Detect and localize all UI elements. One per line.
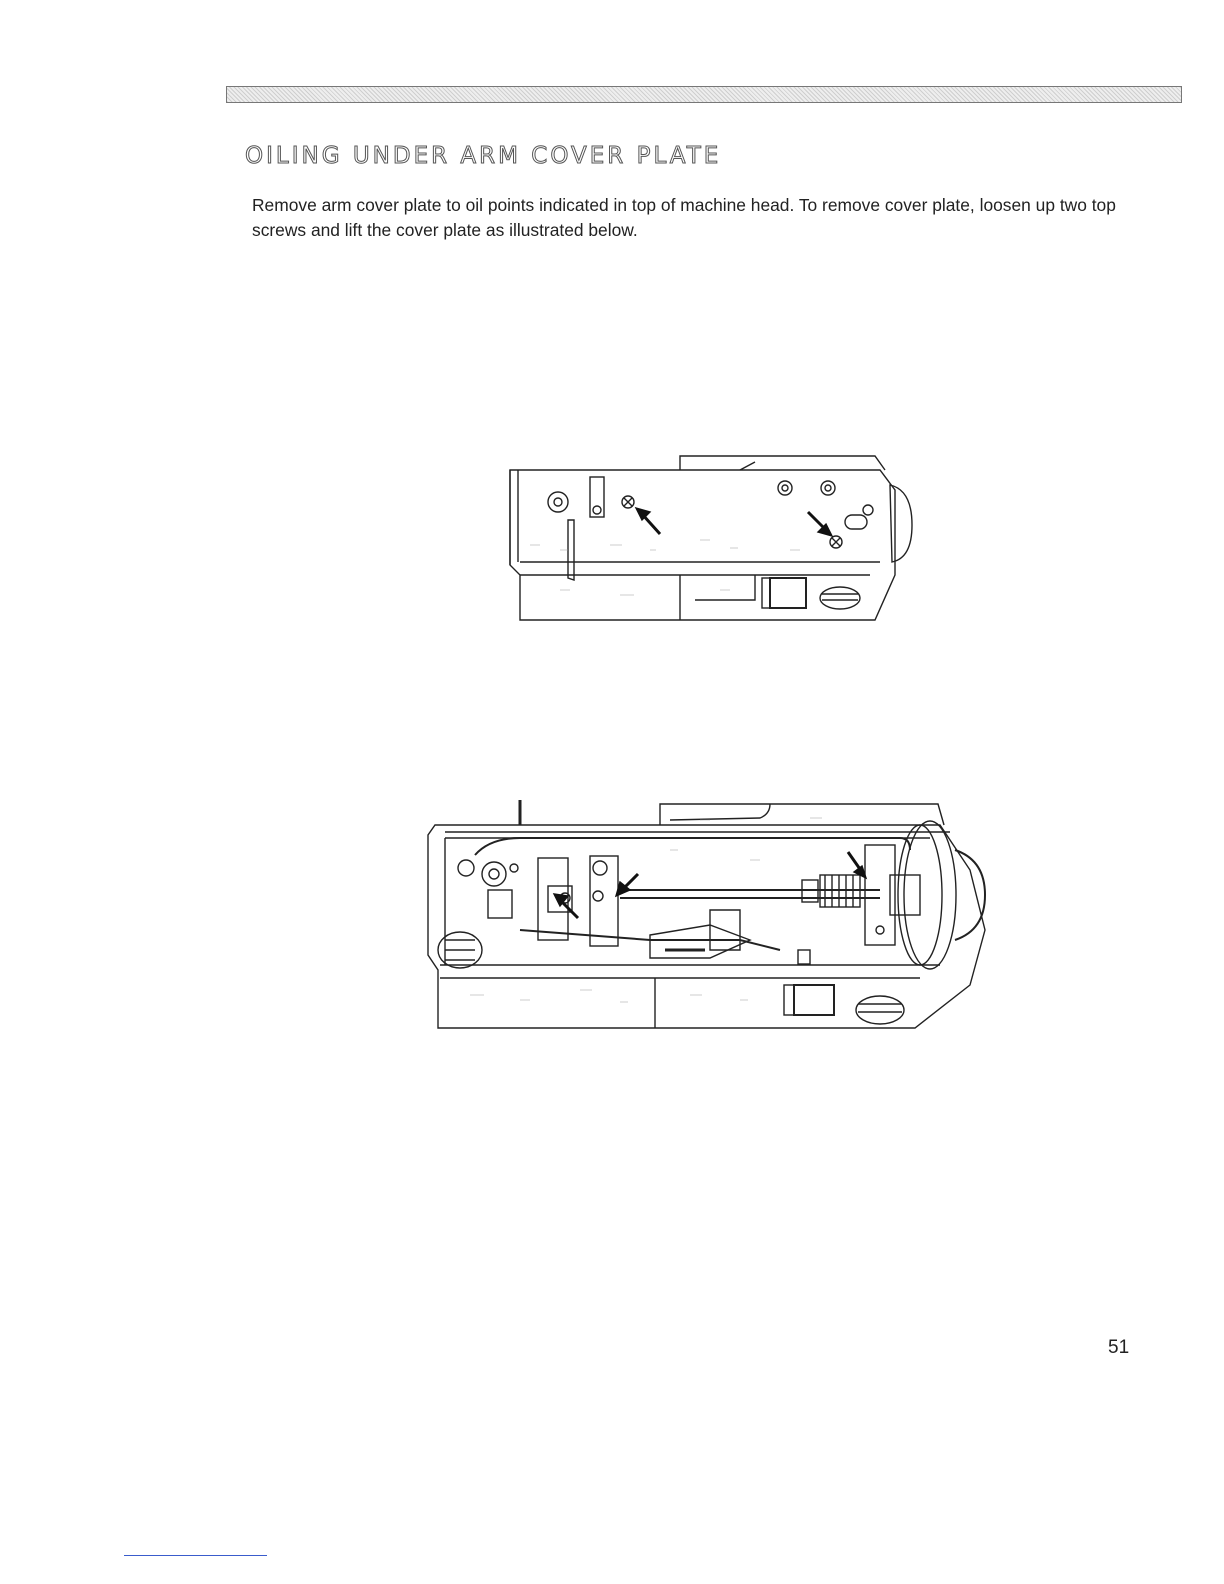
- arrow-icon: [616, 874, 638, 896]
- figure-machine-head-cover-removed: [410, 790, 1000, 1030]
- oil-point-screw-icon: [622, 496, 634, 508]
- section-title: OILING UNDER ARM COVER PLATE: [245, 143, 722, 169]
- footer-rule: [124, 1555, 267, 1556]
- arrow-icon: [808, 512, 832, 536]
- arrow-icon: [554, 894, 578, 918]
- arrow-icon: [848, 852, 866, 878]
- arrow-icon: [636, 508, 660, 534]
- section-header-bar: [226, 86, 1182, 103]
- figure-machine-head-with-cover: [500, 450, 915, 625]
- page-number: 51: [1108, 1337, 1130, 1358]
- instructions-paragraph: Remove arm cover plate to oil points indicated in top of machine head. To remove cover plate, loosen up two top screws and lift the cover plate as illustrated below.: [252, 195, 1116, 240]
